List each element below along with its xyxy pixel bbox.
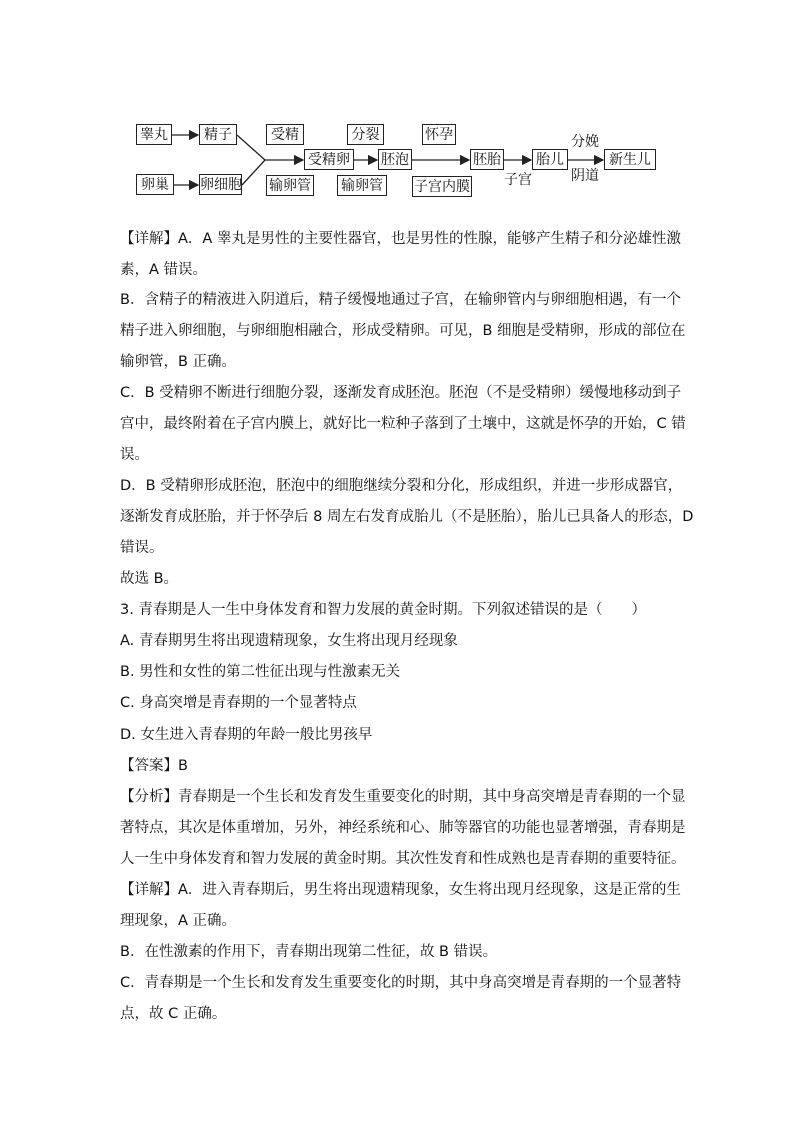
reproduction-flow-diagram [0,0,794,205]
box-oviduct-1: 输卵管 [266,175,314,196]
question-stem: 3. 青春期是人一生中身体发育和智力发展的黄金时期。下列叙述错误的是（ ） [120,602,646,618]
text-line: D．B 受精卵形成胚泡，胚泡中的细胞继续分裂和分化，形成组织，并进一步形成器官， [120,478,683,494]
analysis-line: 著特点，其次是体重增加，另外，神经系统和心、肺等器官的功能也显著增强，青春期是 [120,820,686,836]
text-line: C．B 受精卵不断进行细胞分裂，逐渐发育成胚泡。胚泡（不是受精卵）缓慢地移动到子 [120,385,682,401]
text-line: 素，A 错误。 [120,262,208,278]
text-line: 输卵管，B 正确。 [120,354,237,370]
text-line: 误。 [120,447,149,463]
box-sperm: 精子 [199,124,237,145]
box-embryo: 胚胎 [470,149,504,170]
option-b: B. 男性和女性的第二性征出现与性激素无关 [120,664,401,680]
analysis-line: 【分析】青春期是一个生长和发育发生重要变化的时期，其中身高突增是青春期的一个显 [120,789,686,805]
label-delivery: 分娩 [571,134,599,150]
answer: 【答案】B [120,758,188,774]
box-zygote: 受精卵 [304,149,354,170]
option-a: A. 青春期男生将出现遗精现象，女生将出现月经现象 [120,633,458,649]
text-line: 故选 B。 [120,571,179,587]
box-fertilization: 受精 [266,124,304,145]
label-vagina: 阴道 [571,168,599,184]
text-line: 【详解】A．A 睾丸是男性的主要性器官，也是男性的性腺，能够产生精子和分泌雄性激 [120,231,681,247]
explanation-line: 理现象，A 正确。 [120,913,237,929]
label-uterus: 子宫 [504,172,532,188]
text-line: 逐渐发育成胚胎，并于怀孕后 8 周左右发育成胎儿（不是胚胎），胎儿已具备人的形态，D [120,509,694,525]
text-line: 宫中，最终附着在子宫内膜上，就好比一粒种子落到了土壤中，这就是怀孕的开始，C 错 [120,416,686,432]
explanation-line: B．在性激素的作用下，青春期出现第二性征，故 B 错误。 [120,944,498,960]
option-c: C. 身高突增是青春期的一个显著特点 [120,695,357,711]
line-sperm-merge [237,135,265,160]
option-d: D. 女生进入青春期的年龄一般比男孩早 [120,727,373,743]
box-endometrium: 子宫内膜 [412,176,472,197]
text-line: 精子进入卵细胞，与卵细胞相融合，形成受精卵。可见，B 细胞是受精卵，形成的部位在 [120,323,686,339]
box-oviduct-2: 输卵管 [337,175,387,196]
box-pregnancy: 怀孕 [422,124,456,145]
analysis-line: 人一生中身体发育和智力发展的黄金时期。其次性发育和性成熟也是青春期的重要特征。 [120,851,686,867]
box-ovary: 卵巢 [136,174,174,195]
box-blastocyst: 胚泡 [378,149,412,170]
line-egg-merge [242,160,265,185]
box-division: 分裂 [347,124,384,145]
box-egg: 卵细胞 [199,174,242,195]
text-line: 错误。 [120,540,164,556]
explanation-line: C．青春期是一个生长和发育发生重要变化的时期，其中身高突增是青春期的一个显著特 [120,975,682,991]
diagram-connectors [0,0,794,205]
explanation-line: 点，故 C 正确。 [120,1006,227,1022]
text-line: B．含精子的精液进入阴道后，精子缓慢地通过子宫，在输卵管内与卵细胞相遇，有一个 [120,292,681,308]
explanation-line: 【详解】A．进入青春期后，男生将出现遗精现象，女生将出现月经现象，这是正常的生 [120,882,681,898]
box-newborn: 新生儿 [604,149,656,170]
box-testis: 睾丸 [136,124,172,145]
box-fetus: 胎儿 [532,149,568,170]
